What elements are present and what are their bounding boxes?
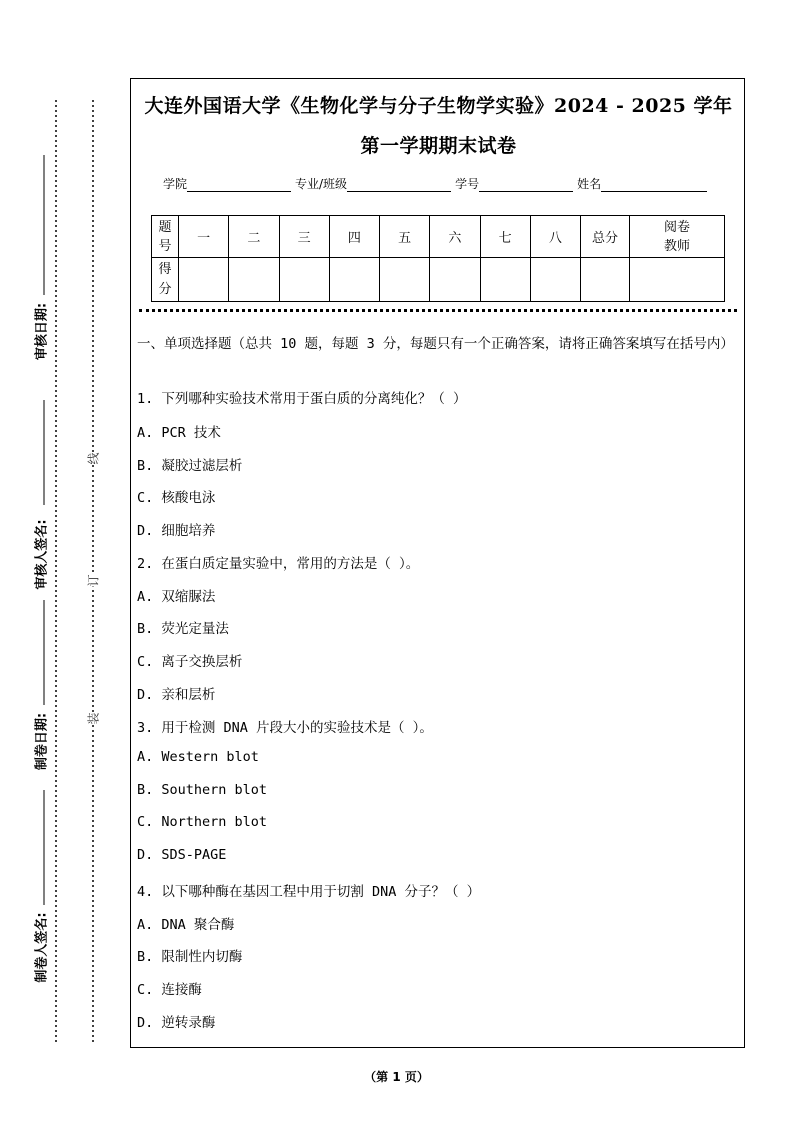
option-d: D. 细胞培养	[137, 523, 216, 539]
binding-mark-bind: 装	[83, 712, 104, 724]
option-d: D. SDS-PAGE	[137, 847, 227, 863]
score-col-1: 一	[179, 216, 229, 258]
question-stem: 2. 在蛋白质定量实验中，常用的方法是（ ）。	[137, 556, 420, 572]
score-cell[interactable]	[179, 258, 229, 302]
score-col-2: 二	[229, 216, 279, 258]
option-c: C. Northern blot	[137, 814, 268, 830]
option-a: A. PCR 技术	[137, 425, 221, 441]
question-stem: 4. 以下哪种酶在基因工程中用于切割 DNA 分子？（ ）	[137, 884, 481, 900]
score-col-5: 五	[380, 216, 430, 258]
score-cell[interactable]	[380, 258, 430, 302]
option-b: B. 荧光定量法	[137, 621, 229, 637]
score-cell[interactable]	[229, 258, 279, 302]
option-a: A. 双缩脲法	[137, 589, 216, 605]
exam-title-line2: 第一学期期末试卷	[360, 135, 517, 157]
question-stem: 3. 用于检测 DNA 片段大小的实验技术是（ ）。	[137, 720, 433, 736]
option-b: B. 凝胶过滤层析	[137, 458, 243, 474]
college-field[interactable]	[187, 177, 291, 192]
maker-signature-label: 制卷人签名:	[34, 912, 50, 983]
score-cell[interactable]	[480, 258, 530, 302]
score-cell[interactable]	[430, 258, 480, 302]
option-b: B. 限制性内切酶	[137, 949, 243, 965]
page-number: （第 1 页）	[364, 1070, 429, 1084]
option-c: C. 离子交换层析	[137, 654, 243, 670]
score-col-3: 三	[279, 216, 329, 258]
score-cell[interactable]	[279, 258, 329, 302]
option-a: A. DNA 聚合酶	[137, 917, 235, 933]
score-row-label: 得 分	[152, 258, 179, 302]
college-label: 学院	[163, 177, 188, 191]
reviewer-header: 阅卷 教师	[630, 216, 725, 258]
score-col-4: 四	[329, 216, 379, 258]
name-label: 姓名	[577, 177, 602, 191]
binding-mark-staple: 订	[83, 574, 104, 586]
dotted-separator	[139, 309, 737, 312]
option-b: B. Southern blot	[137, 782, 268, 798]
score-col-6: 六	[430, 216, 480, 258]
student-info-row	[163, 175, 711, 192]
make-date-label: 制卷日期:	[34, 712, 50, 771]
name-field[interactable]	[601, 177, 707, 192]
student-id-field[interactable]	[479, 177, 573, 192]
reviewer-signature-label: 审核人签名:	[34, 519, 50, 590]
section-heading: 一、单项选择题（总共 10 题，每题 3 分，每题只有一个正确答案，请将正确答案填写在括号内）	[137, 336, 734, 352]
exam-title-line1: 大连外国语大学《生物化学与分子生物学实验》2024 - 2025 学年	[144, 95, 733, 117]
score-table	[151, 215, 725, 302]
option-a: A. Western blot	[137, 749, 259, 765]
option-d: D. 逆转录酶	[137, 1015, 216, 1031]
option-c: C. 核酸电泳	[137, 490, 216, 506]
total-score-header: 总分	[581, 216, 630, 258]
score-cell[interactable]	[329, 258, 379, 302]
review-date-label: 审核日期:	[34, 302, 50, 361]
question-stem: 1. 下列哪种实验技术常用于蛋白质的分离纯化？（ ）	[137, 391, 467, 407]
reviewer-cell[interactable]	[630, 258, 725, 302]
option-c: C. 连接酶	[137, 982, 202, 998]
major-class-field[interactable]	[347, 177, 451, 192]
option-d: D. 亲和层析	[137, 687, 216, 703]
question-number-header: 题 号	[152, 216, 179, 258]
score-cell[interactable]	[530, 258, 580, 302]
binding-mark-line: 线	[83, 452, 104, 464]
major-class-label: 专业/班级	[295, 177, 348, 191]
score-col-7: 七	[480, 216, 530, 258]
binding-margin	[0, 0, 130, 1122]
student-id-label: 学号	[455, 177, 480, 191]
score-col-8: 八	[530, 216, 580, 258]
exam-paper	[130, 78, 745, 1048]
total-score-cell[interactable]	[581, 258, 630, 302]
